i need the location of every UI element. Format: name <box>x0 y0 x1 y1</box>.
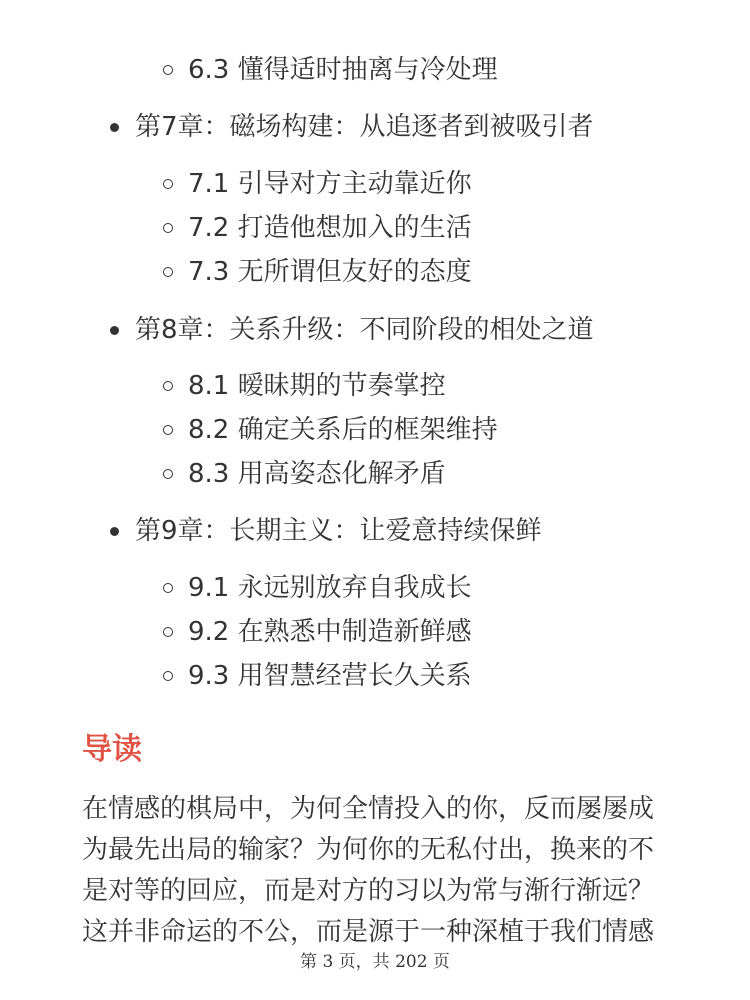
toc-item-8-2[interactable] <box>188 413 498 447</box>
hollow-bullet-icon <box>163 65 173 75</box>
hollow-bullet-icon <box>163 583 173 593</box>
toc-chapter-9[interactable] <box>135 514 542 548</box>
toc-item-9-1[interactable] <box>188 571 472 605</box>
hollow-bullet-icon <box>163 267 173 277</box>
paragraph-line: 为最先出局的输家？为何你的无私付出，换来的不 <box>82 835 655 865</box>
toc-item-7-3[interactable] <box>188 255 472 289</box>
toc-item-label: 9.1 永远别放弃自我成长 <box>188 573 472 603</box>
toc-item-7-1[interactable] <box>188 167 472 201</box>
filled-bullet-icon <box>110 123 119 132</box>
toc-item-label: 6.3 懂得适时抽离与冷处理 <box>188 55 498 85</box>
hollow-bullet-icon <box>163 223 173 233</box>
hollow-bullet-icon <box>163 627 173 637</box>
page-number-footer: 第 3 页，共 202 页 <box>300 952 450 972</box>
filled-bullet-icon <box>110 527 119 536</box>
toc-chapter-label: 第8章：关系升级：不同阶段的相处之道 <box>135 315 594 345</box>
toc-item-7-2[interactable] <box>188 211 472 245</box>
toc-chapter-label: 第7章：磁场构建：从追逐者到被吸引者 <box>135 112 594 142</box>
toc-item-8-3[interactable] <box>188 457 446 491</box>
hollow-bullet-icon <box>163 381 173 391</box>
toc-item-label: 7.1 引导对方主动靠近你 <box>188 169 472 199</box>
paragraph-line: 在情感的棋局中，为何全情投入的你，反而屡屡成 <box>82 794 655 824</box>
toc-item-8-1[interactable] <box>188 369 446 403</box>
toc-item-6-3[interactable] <box>188 53 498 87</box>
hollow-bullet-icon <box>163 671 173 681</box>
hollow-bullet-icon <box>163 179 173 189</box>
filled-bullet-icon <box>110 326 119 335</box>
hollow-bullet-icon <box>163 425 173 435</box>
toc-item-label: 8.3 用高姿态化解矛盾 <box>188 459 446 489</box>
toc-item-label: 7.3 无所谓但友好的态度 <box>188 257 472 287</box>
paragraph-line: 是对等的回应，而是对方的习以为常与渐行渐远？ <box>82 876 655 906</box>
paragraph-line: 这并非命运的不公，而是源于一种深植于我们情感 <box>82 917 655 947</box>
toc-item-label: 9.2 在熟悉中制造新鲜感 <box>188 617 472 647</box>
toc-item-label: 9.3 用智慧经营长久关系 <box>188 661 472 691</box>
toc-item-9-3[interactable] <box>188 659 472 693</box>
toc-item-9-2[interactable] <box>188 615 472 649</box>
intro-heading: 导读 <box>82 732 142 767</box>
toc-item-label: 8.2 确定关系后的框架维持 <box>188 415 498 445</box>
toc-chapter-label: 第9章：长期主义：让爱意持续保鲜 <box>135 516 542 546</box>
hollow-bullet-icon <box>163 469 173 479</box>
toc-item-label: 8.1 暧昧期的节奏掌控 <box>188 371 446 401</box>
toc-chapter-8[interactable] <box>135 313 594 347</box>
toc-chapter-7[interactable] <box>135 110 594 144</box>
toc-item-label: 7.2 打造他想加入的生活 <box>188 213 472 243</box>
